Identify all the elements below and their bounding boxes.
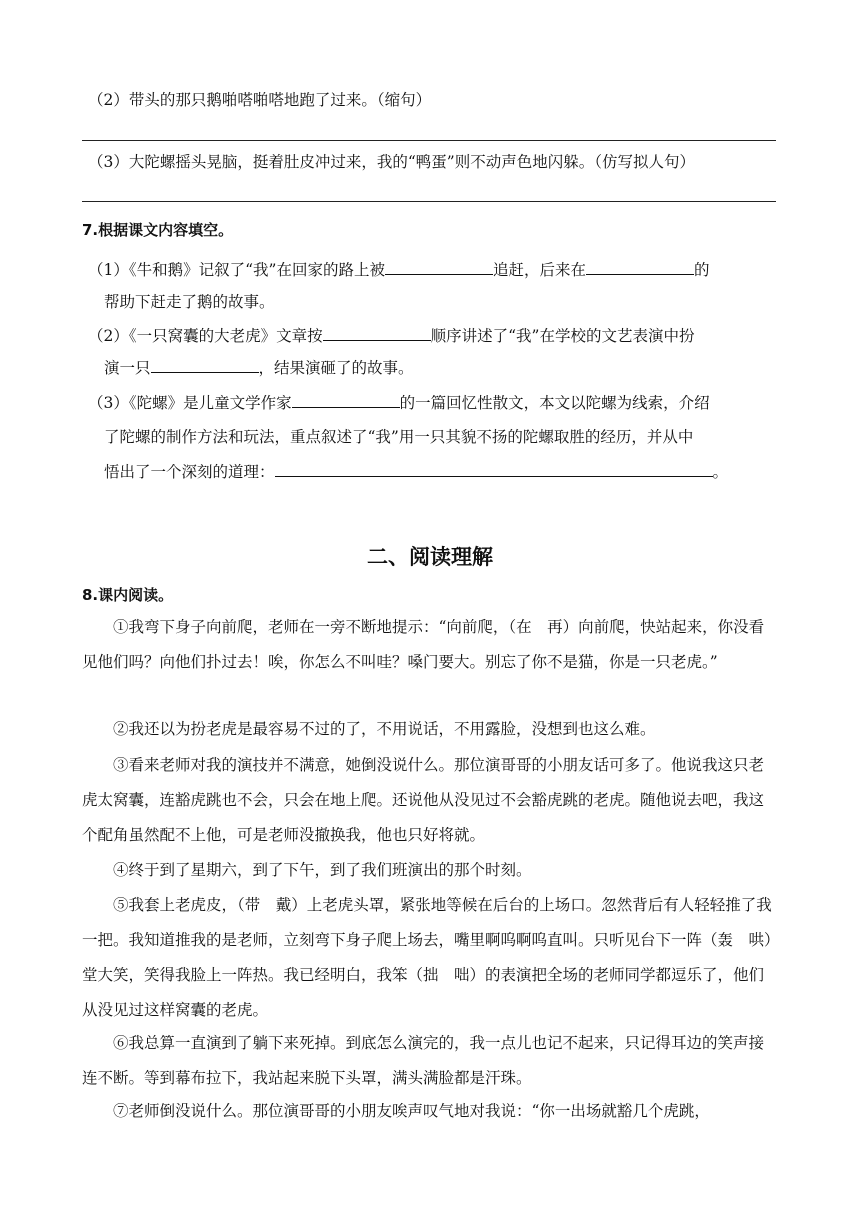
passage-para-7: ⑦老师倒没说什么。那位演哥哥的小朋友唉声叹气地对我说：“你一出场就豁几个虎跳， bbox=[113, 1102, 710, 1120]
passage-para-2: ②我还以为扮老虎是最容易不过的了，不用说话，不用露脸，没想到也这么难。 bbox=[113, 720, 656, 738]
q7-text: （1）《牛和鹅》记叙了“我”在回家的路上被 bbox=[88, 261, 385, 279]
q7-text: 追赶，后来在 bbox=[492, 261, 586, 279]
q7-text: 悟出了一个深刻的道理： bbox=[104, 463, 275, 481]
q8-title: 8.课内阅读。 bbox=[82, 586, 174, 604]
passage-para-5: ⑤我套上老虎皮，（带 戴）上老虎头罩，紧张地等候在后台的上场口。忽然背后有人轻轻推了我一把。我知道推我的是老师，立刻弯下身子爬上场去，嘴里啊呜啊呜直叫。只听见台下一阵（轰 哄）堂大笑，笑得我脸上一阵热。我已经明白，我笨（拙 咄）的表演把全场的老师同学都逗乐了，他们从没见过这样窝囊的老虎。 bbox=[82, 896, 772, 1019]
answer-line-q6-2[interactable] bbox=[82, 140, 776, 141]
blank-1[interactable] bbox=[385, 258, 493, 275]
q7-title: 7.根据课文内容填空。 bbox=[82, 221, 234, 239]
q7-text: 。 bbox=[712, 463, 729, 481]
q6-item-3: （3）大陀螺摇头晃脑，挺着肚皮冲过来，我的“鸭蛋”则不动声色地闪躲。（仿写拟人句） bbox=[88, 153, 695, 171]
blank-5[interactable] bbox=[292, 391, 400, 408]
blank-3[interactable] bbox=[323, 324, 431, 341]
q7-text: 的 bbox=[693, 261, 710, 279]
passage-para-6: ⑥我总算一直演到了躺下来死掉。到底怎么演完的，我一点儿也记不起来，只记得耳边的笑声接连不断。等到幕布拉下，我站起来脱下头罩，满头满脸都是汗珠。 bbox=[82, 1034, 765, 1087]
q6-item-2: （2）带头的那只鹅啪嗒啪嗒地跑了过来。（缩句） bbox=[88, 91, 432, 109]
q7-line-3 bbox=[88, 391, 710, 413]
section-title: 二、阅读理解 bbox=[367, 545, 493, 569]
passage-para-3: ③看来老师对我的演技并不满意，她倒没说什么。那位演哥哥的小朋友话可多了。他说我这只老虎太窝囊，连豁虎跳也不会，只会在地上爬。还说他从没见过不会豁虎跳的老虎。随他说去吧，我这个配角虽然配不上他，可是老师没撤换我，他也只好将就。 bbox=[82, 756, 765, 844]
q7-text: 顺序讲述了“我”在学校的文艺表演中扮 bbox=[430, 327, 695, 345]
passage-para-1: ①我弯下身子向前爬，老师在一旁不断地提示：“向前爬，（在 再）向前爬，快站起来，你没看见他们吗？向他们扑过去！唉，你怎么不叫哇？嗓门要大。别忘了你不是猫，你是一只老虎。” bbox=[82, 618, 765, 671]
q7-text: 演一只 bbox=[104, 359, 151, 377]
q7-line-3b: 了陀螺的制作方法和玩法，重点叙述了“我”用一只其貌不扬的陀螺取胜的经历，并从中 bbox=[104, 428, 694, 446]
blank-2[interactable] bbox=[586, 258, 694, 275]
q7-line-3c bbox=[104, 460, 728, 482]
q7-text: （3）《陀螺》是儿童文学作家 bbox=[88, 394, 292, 412]
q7-line-2 bbox=[88, 324, 694, 346]
passage-para-4: ④终于到了星期六，到了下午，到了我们班演出的那个时刻。 bbox=[113, 861, 532, 879]
q7-line-2b bbox=[104, 356, 414, 378]
q7-text: （2）《一只窝囊的大老虎》文章按 bbox=[88, 327, 323, 345]
blank-6[interactable] bbox=[275, 460, 713, 477]
q7-text: 的一篇回忆性散文，本文以陀螺为线索，介绍 bbox=[399, 394, 710, 412]
q7-line-1 bbox=[88, 258, 710, 280]
blank-4[interactable] bbox=[151, 356, 259, 373]
q7-text: ，结果演砸了的故事。 bbox=[258, 359, 414, 377]
q7-line-1b: 帮助下赶走了鹅的故事。 bbox=[104, 293, 275, 311]
answer-line-q6-3[interactable] bbox=[82, 201, 776, 202]
